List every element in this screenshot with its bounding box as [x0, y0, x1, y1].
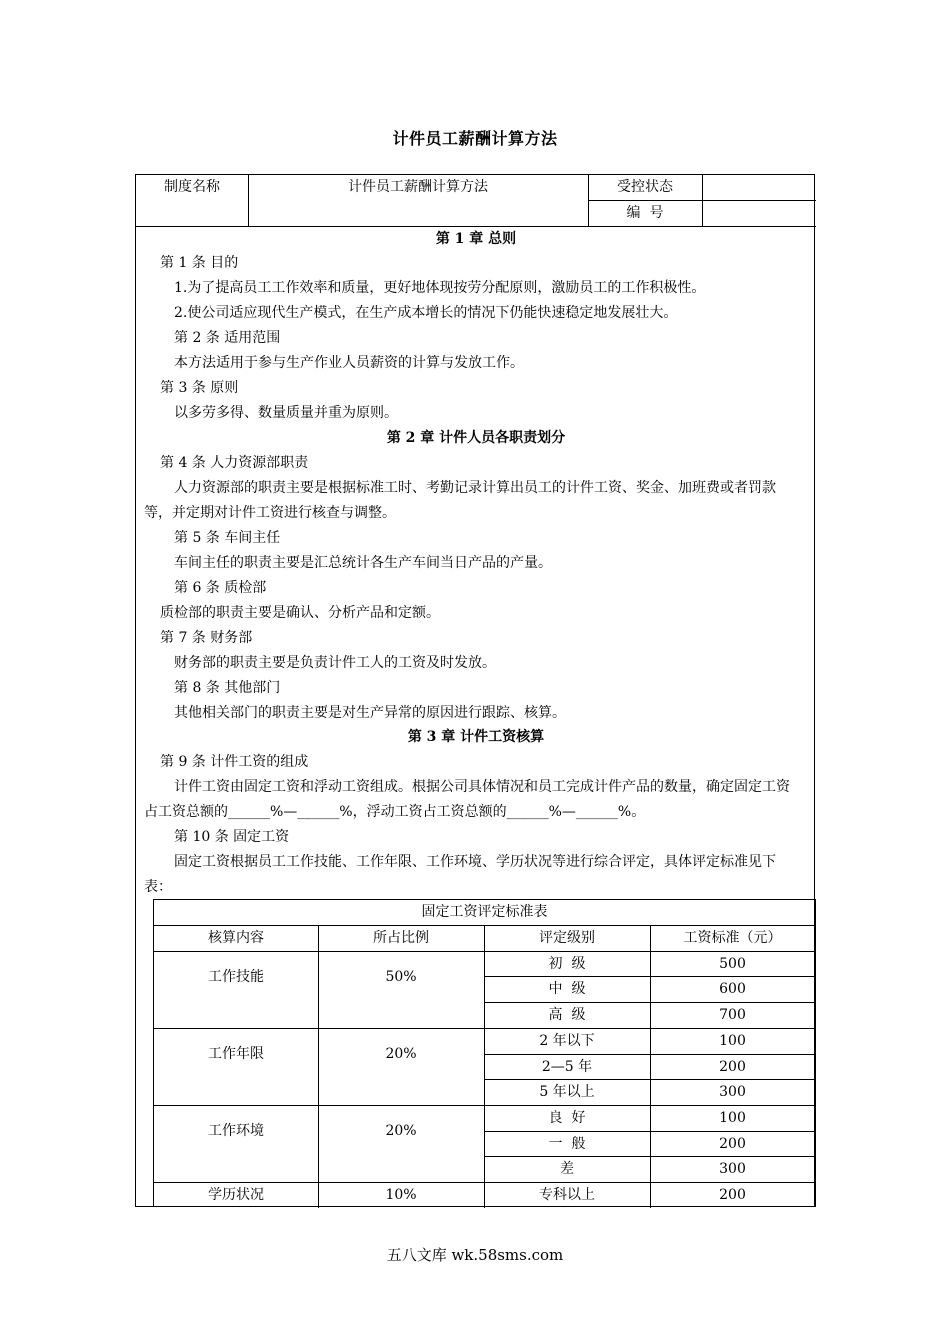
amount-cell: 300: [719, 1084, 746, 1100]
group-ratio: 50%: [385, 969, 417, 985]
level-cell: 专科以上: [539, 1187, 595, 1203]
article-6-heading: 第 6 条 质检部: [174, 580, 267, 596]
column-header-ratio: 所占比例: [373, 930, 429, 946]
article-6-paragraph: 质检部的职责主要是确认、分析产品和定额。: [160, 605, 440, 621]
group-item: 工作技能: [208, 969, 264, 985]
article-3-heading: 第 3 条 原则: [160, 380, 239, 396]
article-4-paragraph-1: 人力资源部的职责主要是根据标准工时、考勤记录计算出员工的计件工资、奖金、加班费或者罚款: [174, 480, 776, 496]
article-10-paragraph-2: 表：: [144, 879, 172, 895]
column-header-item: 核算内容: [208, 930, 264, 946]
level-cell: 一 般: [548, 1136, 586, 1152]
amount-cell: 600: [719, 981, 746, 997]
level-cell: 5 年以上: [539, 1084, 595, 1100]
article-9-paragraph-2: 占工资总额的______%—______%，浮动工资占工资总额的______%—______%。: [144, 804, 646, 820]
article-7-heading: 第 7 条 财务部: [160, 630, 253, 646]
document-title: 计件员工薪酬计算方法: [392, 129, 558, 148]
column-header-amount: 工资标准（元）: [683, 930, 782, 946]
fixed-salary-table: [153, 899, 816, 1207]
document-frame: [135, 174, 815, 1207]
article-1-paragraph-1: 1.为了提高员工工作效率和质量，更好地体现按劳分配原则，激励员工的工作积极性。: [174, 280, 706, 296]
control-status-label: 受控状态: [617, 179, 673, 195]
article-4-paragraph-2: 等，并定期对计件工资进行核查与调整。: [144, 505, 396, 521]
amount-cell: 500: [719, 956, 746, 972]
amount-cell: 300: [719, 1161, 746, 1177]
chapter-1-heading: 第 1 章 总则: [435, 231, 517, 247]
policy-name-label: 制度名称: [164, 179, 220, 195]
level-cell: 良 好: [548, 1110, 586, 1126]
amount-cell: 100: [719, 1033, 746, 1049]
group-ratio: 10%: [385, 1187, 417, 1203]
footer-watermark: 五八文库 wk.58sms.com: [386, 1246, 564, 1264]
chapter-2-heading: 第 2 章 计件人员各职责划分: [386, 430, 566, 446]
table-caption: 固定工资评定标准表: [421, 904, 548, 920]
chapter-3-heading: 第 3 章 计件工资核算: [407, 729, 545, 745]
article-9-paragraph-1: 计件工资由固定工资和浮动工资组成。根据公司具体情况和员工完成计件产品的数量，确定固定工资: [174, 779, 790, 795]
article-7-paragraph: 财务部的职责主要是负责计件工人的工资及时发放。: [174, 655, 496, 671]
article-10-paragraph-1: 固定工资根据员工工作技能、工作年限、工作环境、学历状况等进行综合评定，具体评定标准见下: [174, 854, 776, 870]
article-5-paragraph: 车间主任的职责主要是汇总统计各生产车间当日产品的产量。: [174, 555, 552, 571]
article-8-heading: 第 8 条 其他部门: [174, 680, 281, 696]
group-item: 学历状况: [208, 1187, 264, 1203]
article-2-paragraph: 本方法适用于参与生产作业人员薪资的计算与发放工作。: [174, 355, 524, 371]
amount-cell: 200: [719, 1059, 746, 1075]
policy-name-value: 计件员工薪酬计算方法: [348, 179, 488, 195]
group-ratio: 20%: [385, 1046, 417, 1062]
article-1-paragraph-2: 2.使公司适应现代生产模式，在生产成本增长的情况下仍能快速稳定地发展壮大。: [174, 305, 678, 321]
column-header-level: 评定级别: [539, 930, 595, 946]
article-8-paragraph: 其他相关部门的职责主要是对生产异常的原因进行跟踪、核算。: [174, 705, 566, 721]
level-cell: 中 级: [548, 981, 586, 997]
amount-cell: 200: [719, 1136, 746, 1152]
article-3-paragraph: 以多劳多得、数量质量并重为原则。: [174, 405, 398, 421]
level-cell: 2 年以下: [539, 1033, 595, 1049]
level-cell: 高 级: [548, 1007, 586, 1023]
article-4-heading: 第 4 条 人力资源部职责: [160, 455, 309, 471]
article-5-heading: 第 5 条 车间主任: [174, 530, 281, 546]
article-10-heading: 第 10 条 固定工资: [174, 829, 290, 845]
group-ratio: 20%: [385, 1123, 417, 1139]
group-item: 工作年限: [208, 1046, 264, 1062]
article-1-heading: 第 1 条 目的: [160, 255, 239, 271]
article-2-heading: 第 2 条 适用范围: [174, 330, 281, 346]
number-label: 编 号: [626, 205, 664, 221]
amount-cell: 100: [719, 1110, 746, 1126]
amount-cell: 200: [719, 1187, 746, 1203]
group-item: 工作环境: [208, 1123, 264, 1139]
amount-cell: 700: [719, 1007, 746, 1023]
article-9-heading: 第 9 条 计件工资的组成: [160, 754, 309, 770]
level-cell: 初 级: [548, 956, 586, 972]
level-cell: 2—5 年: [541, 1059, 593, 1075]
level-cell: 差: [560, 1161, 574, 1177]
